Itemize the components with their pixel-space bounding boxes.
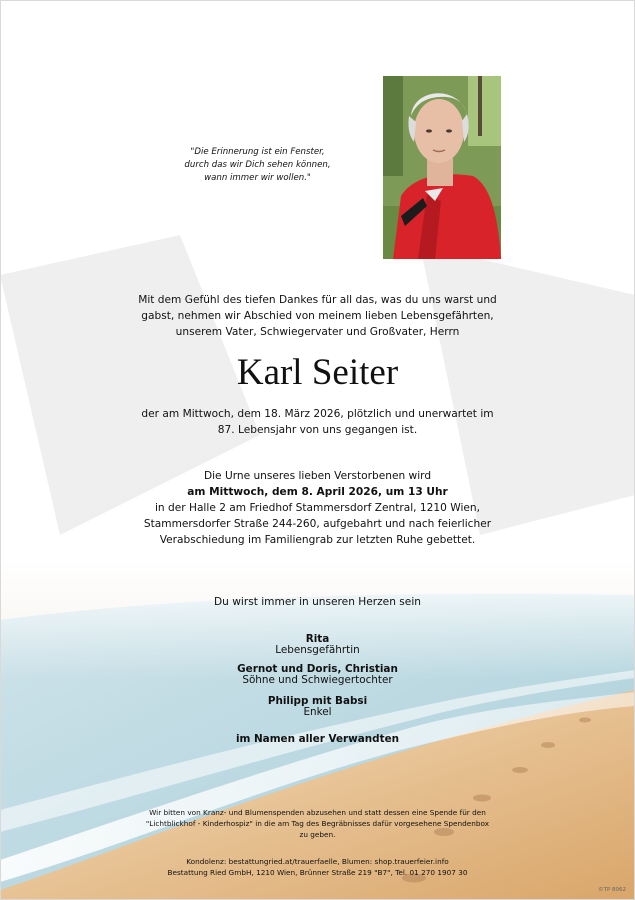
intro-line: gabst, nehmen wir Abschied von meinem lieben Lebensgefährten, [141,310,494,322]
funeral-line: Stammersdorfer Straße 244-260, aufgebahrt und nach feierlicher [143,518,492,530]
mourner-names: Gernot und Doris, Christian [237,663,398,675]
death-line: 87. Lebensjahr von uns gegangen ist. [217,424,418,436]
funeral-line: Die Urne unseres lieben Verstorbenen wird [203,470,432,482]
death-line: der am Mittwoch, dem 18. März 2026, plötzlich und unerwartet im [141,408,494,420]
mourner-relation: Söhne und Schwiegertochter [242,674,393,686]
donation-note [120,807,515,840]
footer [120,856,515,878]
mourner-names: Rita [305,633,330,645]
footer-address: Bestattung Ried GmbH, 1210 Wien, Brünner Straße 219 "B7", Tel. 01 270 1907 30 [167,868,468,877]
funeral-line: in der Halle 2 am Friedhof Stammersdorf Zentral, 1210 Wien, [154,502,480,514]
donation-line: "Lichtblickhof - Kinderhospiz" in die am Tag des Begräbnisses dafür vorgesehene Spendenbox [145,819,490,828]
deceased-name: Karl Seiter [236,352,399,393]
funeral-line: Verabschiedung im Familiengrab zur letzten Ruhe gebettet. [159,534,476,546]
mourner-relation: Lebensgefährtin [275,644,360,656]
intro-line: Mit dem Gefühl des tiefen Dankes für all das, was du uns warst und [138,294,497,306]
death-notice [100,406,535,438]
quote-line: wann immer wir wollen." [204,173,311,183]
mourner-names: Philipp mit Babsi [267,695,368,707]
mourner-entry [150,634,485,656]
portrait-photo [383,76,501,259]
intro-line: unserem Vater, Schwiegervater und Großvater, Herrn [175,326,460,338]
donation-line: Wir bitten von Kranz- und Blumenspenden abzusehen und statt dessen eine Spende für den [149,808,486,817]
donation-line: zu geben. [299,830,336,839]
relatives-line [150,734,485,745]
closing-line [100,594,535,610]
funeral-details [100,468,535,548]
mourner-relation: Enkel [303,706,332,718]
template-code: ©TP 8062 [598,887,626,893]
mourner-entry [150,696,485,718]
memorial-quote [150,146,365,185]
relatives-text: im Namen aller Verwandten [235,733,400,745]
intro-text [100,292,535,340]
quote-line: "Die Erinnerung ist ein Fenster, [190,147,325,157]
mourner-entry [150,664,485,686]
footer-condolence: Kondolenz: bestattungried.at/trauerfaelle, Blumen: shop.trauerfeier.info [186,857,449,866]
funeral-date: am Mittwoch, dem 8. April 2026, um 13 Uhr [187,486,448,498]
quote-line: durch das wir Dich sehen können, [184,160,331,170]
closing-text: Du wirst immer in unseren Herzen sein [214,596,421,608]
